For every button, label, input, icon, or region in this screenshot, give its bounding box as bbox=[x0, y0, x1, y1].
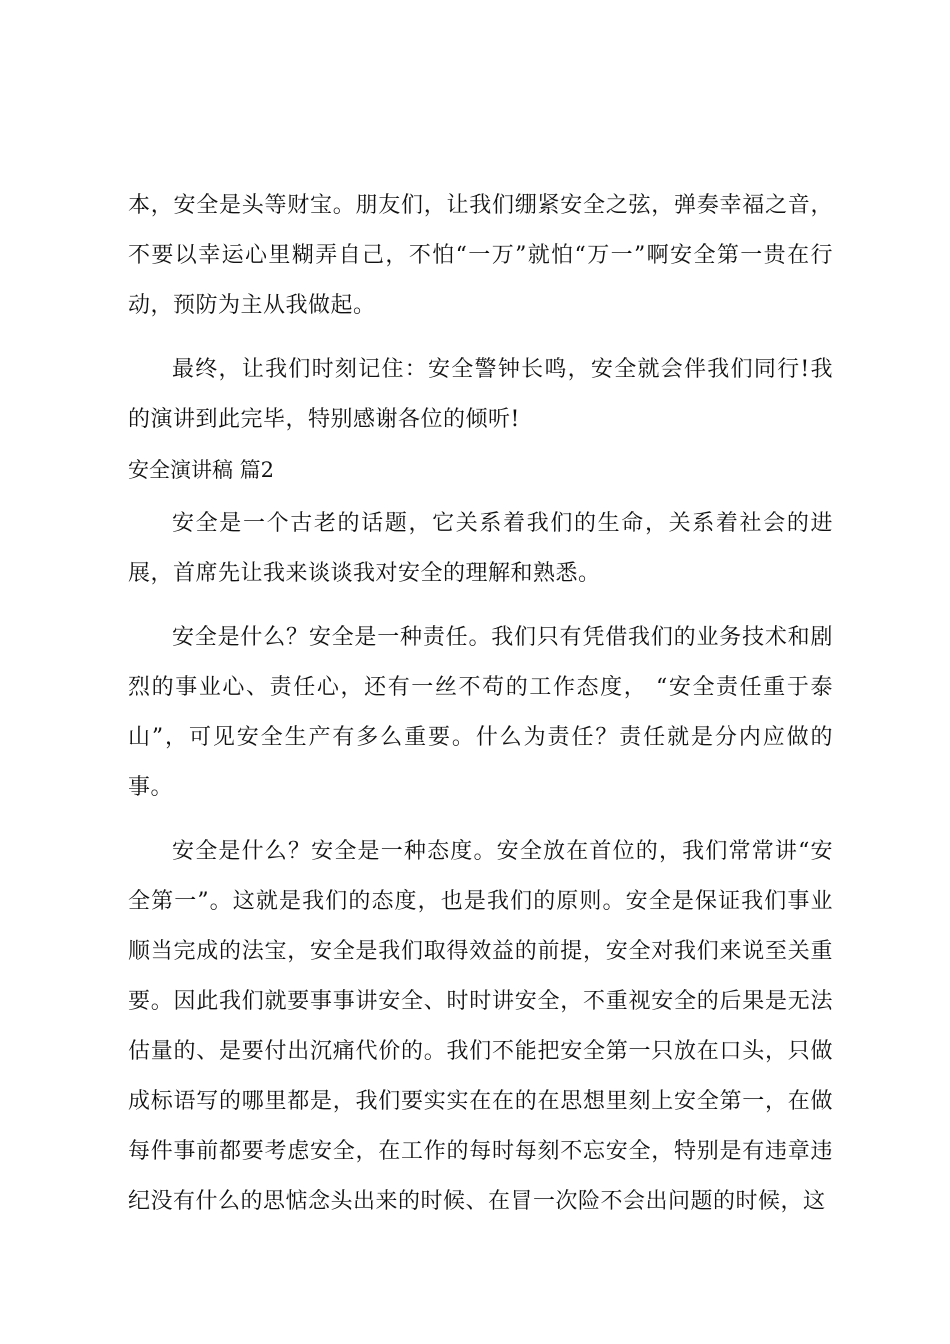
document-body bbox=[128, 181, 833, 1227]
paragraph-2: 最终，让我们时刻记住：安全警钟长鸣，安全就会伴我们同行!我的演讲到此完毕，特别感谢各位的倾听! bbox=[128, 357, 833, 432]
paragraph-5: 安全是什么？安全是一种态度。安全放在首位的，我们常常讲“安全第一”。这就是我们的态度，也是我们的原则。安全是保证我们事业顺当完成的法宝，安全是我们取得效益的前提，安全对我们来说至关重要。因此我们就要事事讲安全、时时讲安全，不重视安全的后果是无法估量的、是要付出沉痛代价的。我们不能把安全第一只放在口头，只做成标语写的哪里都是，我们要实实在在的在思想里刻上安全第一，在做每件事前都要考虑安全，在工作的每时每刻不忘安全，特别是有违章违纪没有什么的思惦念头出来的时候、在冒一次险不会出问题的时候，这 bbox=[128, 839, 833, 1214]
paragraph-4: 安全是什么？安全是一种责任。我们只有凭借我们的业务技术和剧烈的事业心、责任心，还有一丝不苟的工作态度， “安全责任重于泰山”，可见安全生产有多么重要。什么为责任？责任就是分内应做的事。 bbox=[128, 625, 833, 800]
paragraph-1: 本，安全是头等财宝。朋友们，让我们绷紧安全之弦，弹奏幸福之音，不要以幸运心里糊弄自己，不怕“一万”就怕“万一”啊安全第一贵在行动，预防为主从我做起。 bbox=[128, 193, 833, 318]
section-heading: 安全演讲稿 篇2 bbox=[128, 458, 275, 482]
paragraph-3: 安全是一个古老的话题，它关系着我们的生命，关系着社会的进展，首席先让我来谈谈我对安全的理解和熟悉。 bbox=[128, 511, 833, 586]
